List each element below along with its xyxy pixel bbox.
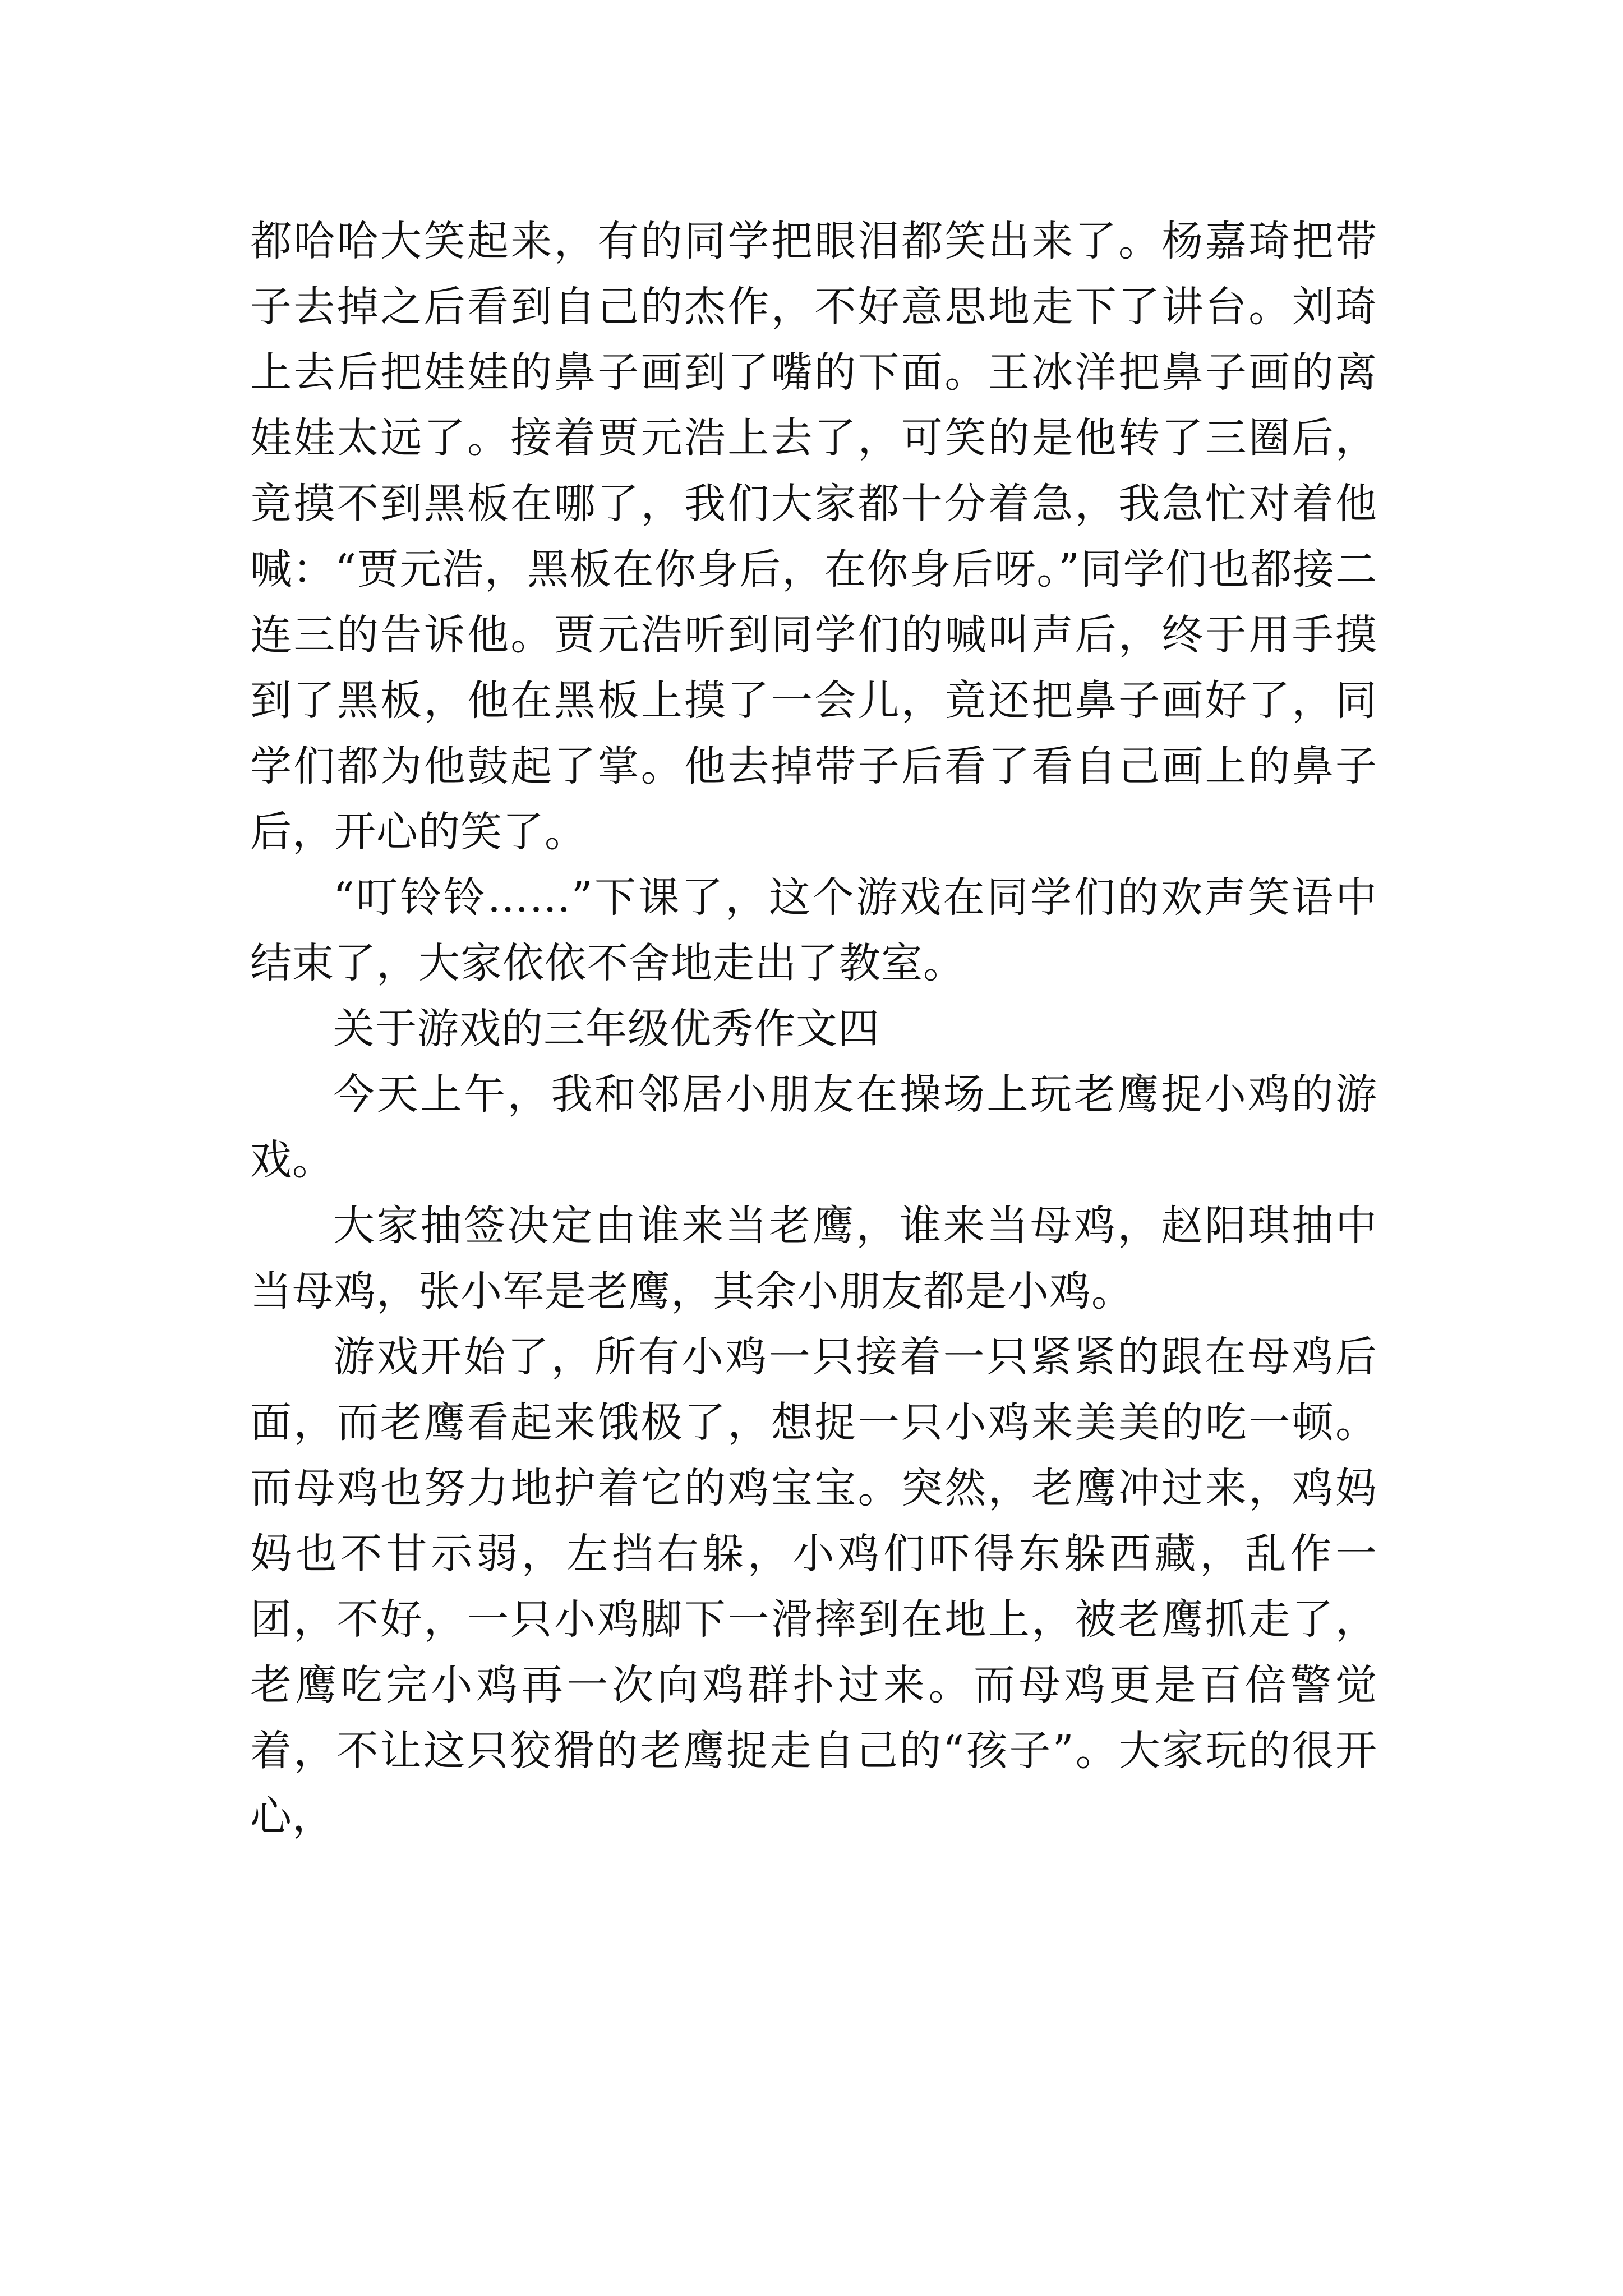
essay-heading-four: 关于游戏的三年级优秀作文四 — [333, 1005, 880, 1053]
paragraph-game-play: 游戏开始了，所有小鸡一只接着一只紧紧的跟在母鸡后面，而老鹰看起来饿极了，想捉一只小鸡来美美的吃一顿。而母鸡也努力地护着它的鸡宝宝。突然，老鹰冲过来，鸡妈妈也不甘示弱，左挡右躲，小鸡们吓得东躲西藏，乱作一团，不好，一只小鸡脚下一滑摔到在地上，被老鹰抓走了，老鹰吃完小鸡再一次向鸡群扑过来。而母鸡更是百倍警觉着，不让这只狡猾的老鹰捉走自己的“孩子”。大家玩的很开心， — [250, 1333, 1377, 1841]
paragraph-continued-story: 都哈哈大笑起来，有的同学把眼泪都笑出来了。杨嘉琦把带子去掉之后看到自己的杰作，不好意思地走下了讲台。刘琦上去后把娃娃的鼻子画到了嘴的下面。王冰洋把鼻子画的离娃娃太远了。接着贾元浩上去了，可笑的是他转了三圈后，竟摸不到黑板在哪了，我们大家都十分着急，我急忙对着他喊：“贾元浩，黑板在你身后，在你身后呀。”同学们也都接二连三的告诉他。贾元浩听到同学们的喊叫声后，终于用手摸到了黑板，他在黑板上摸了一会儿，竟还把鼻子画好了，同学们都为他鼓起了掌。他去掉带子后看了看自己画上的鼻子后，开心的笑了。 — [250, 217, 1377, 856]
document-body — [250, 209, 1377, 1849]
paragraph-game-intro: 今天上午，我和邻居小朋友在操场上玩老鹰捉小鸡的游戏。 — [250, 1070, 1377, 1184]
paragraph-role-draw: 大家抽签决定由谁来当老鹰，谁来当母鸡，赵阳琪抽中当母鸡，张小军是老鹰，其余小朋友都是小鸡。 — [250, 1202, 1377, 1315]
paragraph-class-ending: “叮铃铃……”下课了，这个游戏在同学们的欢声笑语中结束了，大家依依不舍地走出了教室。 — [250, 873, 1377, 987]
